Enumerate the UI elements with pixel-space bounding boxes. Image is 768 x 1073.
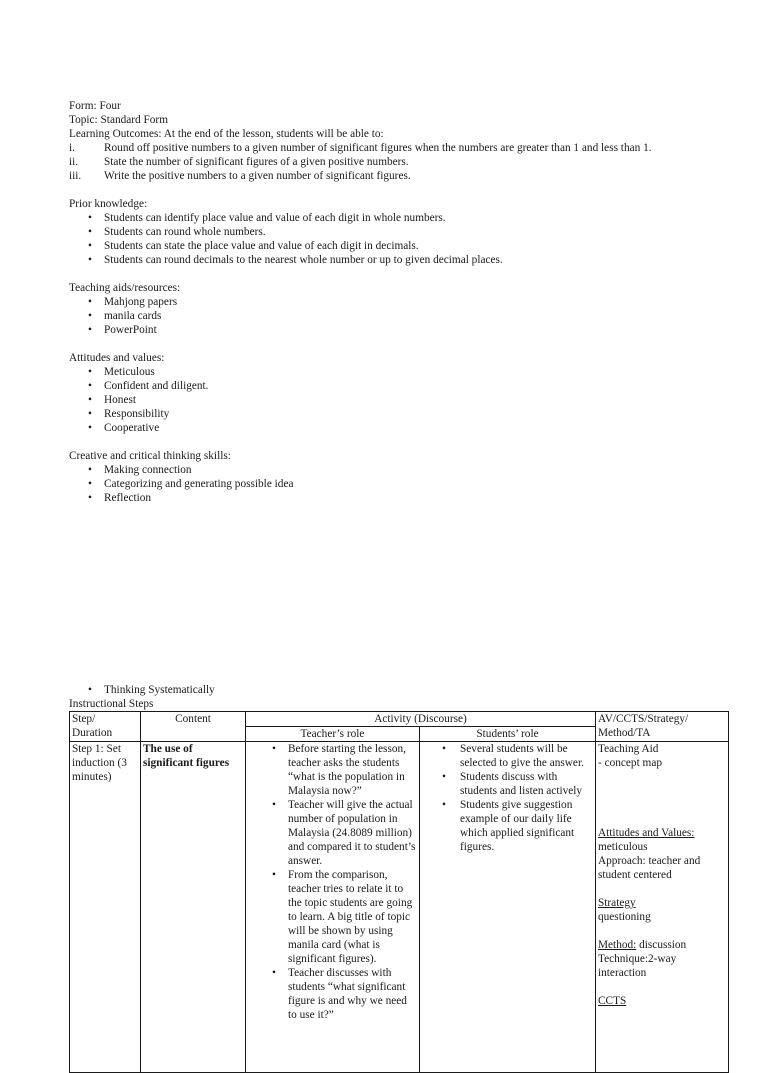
list-item: • Before starting the lesson, teacher asks the students “what is the population in Malaysia now?” — [248, 742, 417, 798]
list-item: • Students can round decimals to the nearest whole number or up to given decimal places. — [69, 253, 709, 267]
learning-outcomes-intro: Learning Outcomes: At the end of the lesson, students will be able to: — [69, 128, 384, 140]
instructional-steps-heading: Instructional Steps — [69, 698, 154, 710]
list-item: • Meticulous — [69, 365, 709, 379]
step-cell: Step 1: Set induction (3 minutes) — [70, 742, 141, 1073]
prior-knowledge-list — [69, 211, 709, 267]
attitudes-value: meticulous — [598, 841, 648, 853]
list-item: • Responsibility — [69, 407, 709, 421]
list-item: • Honest — [69, 393, 709, 407]
list-item: • Students discuss with students and listen actively — [422, 770, 593, 798]
list-item: • Students can state the place value and value of each digit in decimals. — [69, 239, 709, 253]
list-item: • manila cards — [69, 309, 709, 323]
teaching-aid-value: - concept map — [598, 757, 662, 769]
ccts-label: CCTS — [598, 995, 627, 1007]
method-line: Method: discussion — [598, 939, 687, 951]
col-header-content: Content — [141, 712, 246, 742]
form-line: Form: Four — [69, 100, 121, 112]
content-cell: The use of significant figures — [141, 742, 246, 1073]
prior-knowledge-heading: Prior knowledge: — [69, 198, 148, 210]
attitudes-label: Attitudes and Values: — [598, 827, 695, 839]
list-item: • Students give suggestion example of our daily life which applied significant figures. — [422, 798, 593, 854]
teaching-aids-heading: Teaching aids/resources: — [69, 282, 181, 294]
lesson-plan-lower — [69, 683, 729, 1073]
col-header-students: Students’ role — [420, 727, 596, 742]
list-item: • Thinking Systematically — [69, 683, 729, 697]
list-item: • Mahjong papers — [69, 295, 709, 309]
list-item: • Categorizing and generating possible idea — [69, 477, 709, 491]
list-item: • Students can identify place value and value of each digit in whole numbers. — [69, 211, 709, 225]
teacher-role-cell — [246, 742, 420, 1073]
list-item: • Making connection — [69, 463, 709, 477]
av-cell — [596, 742, 729, 1073]
list-item: • Cooperative — [69, 421, 709, 435]
ccts-list-continued — [69, 683, 729, 697]
students-role-cell — [420, 742, 596, 1073]
list-item: • From the comparison, teacher tries to relate it to the topic students are going to learn. A big title of topic will be shown by using manila card (what is significant figures). — [248, 868, 417, 966]
technique-text: Technique:2-way interaction — [598, 953, 677, 979]
col-header-teacher: Teacher’s role — [246, 727, 420, 742]
topic-line: Topic: Standard Form — [69, 114, 168, 126]
list-item: • Several students will be selected to give the answer. — [422, 742, 593, 770]
col-header-step: Step/ Duration — [70, 712, 141, 742]
lesson-plan-upper — [69, 99, 709, 505]
list-item: • Teacher discusses with students “what significant figure is and why we need to use it?” — [248, 966, 417, 1022]
list-item: • Teacher will give the actual number of population in Malaysia (24.8089 million) and compared it to student’s answer. — [248, 798, 417, 868]
outcome-item: ii. State the number of significant figures of a given positive numbers. — [69, 156, 409, 168]
list-item: • PowerPoint — [69, 323, 709, 337]
col-header-av: AV/CCTS/Strategy/ Method/TA — [596, 712, 729, 742]
approach-text: Approach: teacher and student centered — [598, 855, 701, 881]
strategy-label: Strategy — [598, 897, 636, 909]
teaching-aid-label: Teaching Aid — [598, 743, 659, 755]
outcome-item: i. Round off positive numbers to a given number of significant figures when the numbers are greater than 1 and less than 1. — [69, 142, 652, 154]
ccts-list — [69, 463, 709, 505]
attitudes-list — [69, 365, 709, 435]
list-item: • Students can round whole numbers. — [69, 225, 709, 239]
attitudes-heading: Attitudes and values: — [69, 352, 165, 364]
teaching-aids-list — [69, 295, 709, 337]
list-item: • Confident and diligent. — [69, 379, 709, 393]
ccts-heading: Creative and critical thinking skills: — [69, 450, 231, 462]
instructional-steps-table — [69, 711, 729, 1073]
strategy-value: questioning — [598, 911, 651, 923]
outcome-item: iii. Write the positive numbers to a given number of significant figures. — [69, 170, 411, 182]
list-item: • Reflection — [69, 491, 709, 505]
table-row — [70, 742, 729, 1073]
col-header-activity: Activity (Discourse) — [246, 712, 596, 727]
